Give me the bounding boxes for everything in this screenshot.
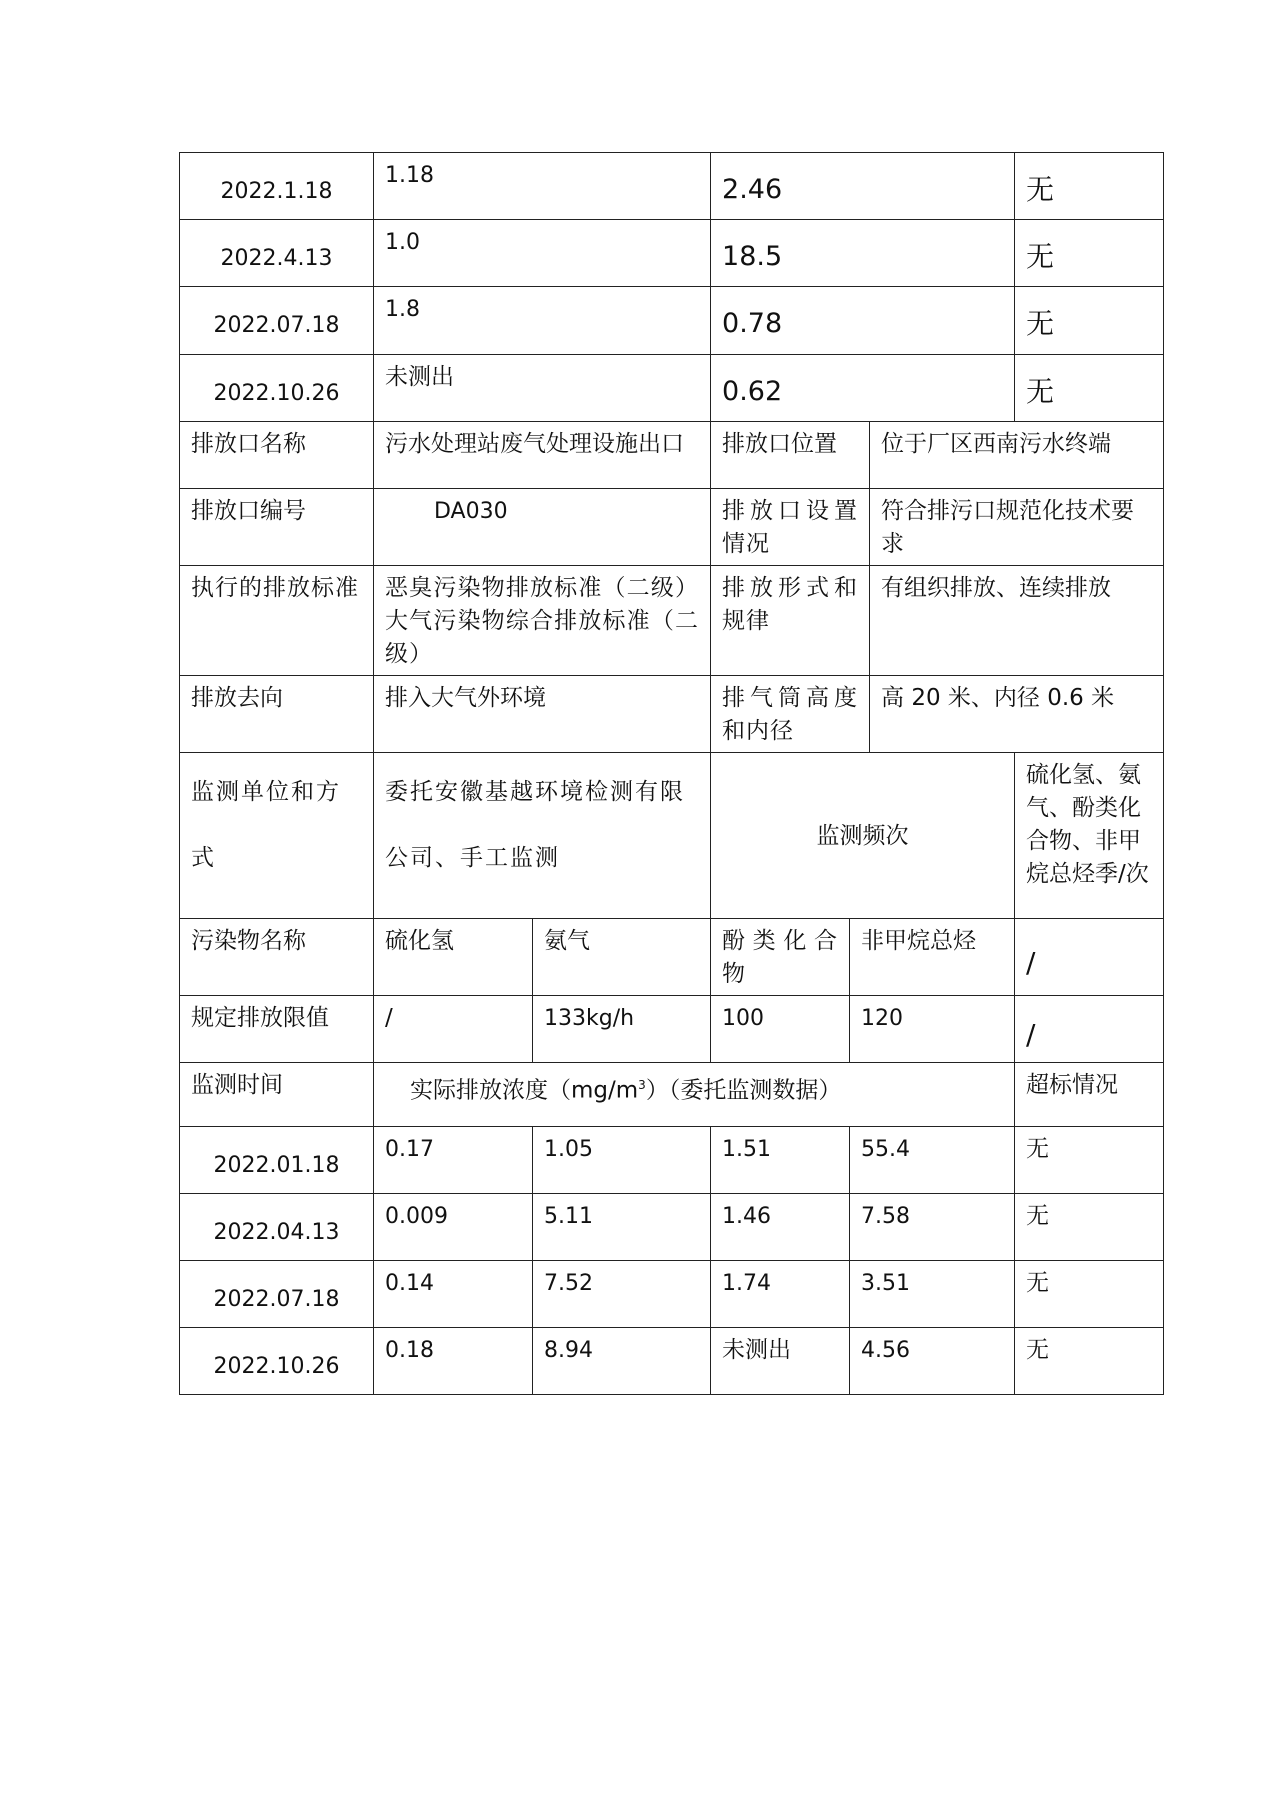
discharge-form-label: 排放形式和规律 [711, 566, 870, 676]
value-cell: 4.56 [850, 1328, 1015, 1395]
status-cell: 无 [1015, 220, 1164, 287]
value-cell: 1.51 [711, 1127, 850, 1194]
limit-value: / [374, 996, 533, 1063]
table-row [180, 753, 1164, 919]
table-row [180, 153, 1164, 220]
pollutant-label: 污染物名称 [180, 919, 374, 996]
pollutant-name: 硫化氢 [374, 919, 533, 996]
table-row [180, 1127, 1164, 1194]
table-row [180, 566, 1164, 676]
concentration-label-b: ）（委托监测数据） [645, 1077, 842, 1104]
concentration-label [374, 1063, 1015, 1127]
date-cell: 2022.10.26 [180, 355, 374, 422]
value-cell: 0.009 [374, 1194, 533, 1261]
date-cell: 2022.10.26 [180, 1328, 374, 1395]
table-row [180, 355, 1164, 422]
status-cell: 无 [1015, 355, 1164, 422]
table-row [180, 1063, 1164, 1127]
status-cell: 无 [1015, 1261, 1164, 1328]
value-cell: 55.4 [850, 1127, 1015, 1194]
concentration-sup: 3 [638, 1078, 646, 1092]
value-cell: 3.51 [850, 1261, 1015, 1328]
limit-extra: / [1015, 996, 1164, 1063]
date-cell: 2022.01.18 [180, 1127, 374, 1194]
status-cell: 无 [1015, 153, 1164, 220]
outlet-name-label: 排放口名称 [180, 422, 374, 489]
value-cell: 1.46 [711, 1194, 850, 1261]
value-cell: 0.18 [374, 1328, 533, 1395]
value-cell: 1.18 [374, 153, 711, 220]
standard-label: 执行的排放标准 [180, 566, 374, 676]
limit-value: 100 [711, 996, 850, 1063]
value-cell: 8.94 [533, 1328, 711, 1395]
monitor-unit-label: 监测单位和方式 [180, 753, 374, 919]
table-row [180, 919, 1164, 996]
table-row [180, 489, 1164, 566]
value-cell: 0.17 [374, 1127, 533, 1194]
stack-label: 排气筒高度和内径 [711, 676, 870, 753]
table-row [180, 1261, 1164, 1328]
frequency: 硫化氢、氨气、酚类化合物、非甲烷总烃季/次 [1015, 753, 1164, 919]
value-cell: 5.11 [533, 1194, 711, 1261]
value-cell: 未测出 [711, 1328, 850, 1395]
value-cell: 1.05 [533, 1127, 711, 1194]
limit-value: 133kg/h [533, 996, 711, 1063]
table-row [180, 996, 1164, 1063]
value-cell: 1.8 [374, 287, 711, 355]
table-row [180, 287, 1164, 355]
date-cell: 2022.4.13 [180, 220, 374, 287]
pollutant-name: 非甲烷总烃 [850, 919, 1015, 996]
pollutant-extra: / [1015, 919, 1164, 996]
table-row [180, 1328, 1164, 1395]
limit-label: 规定排放限值 [180, 996, 374, 1063]
value-cell: 1.0 [374, 220, 711, 287]
date-cell: 2022.07.18 [180, 287, 374, 355]
standard: 恶臭污染物排放标准（二级）大气污染物综合排放标准（二级） [374, 566, 711, 676]
outlet-code: DA030 [374, 489, 711, 566]
outlet-name: 污水处理站废气处理设施出口 [374, 422, 711, 489]
stack: 高 20 米、内径 0.6 米 [870, 676, 1164, 753]
value-cell: 未测出 [374, 355, 711, 422]
value-cell: 1.74 [711, 1261, 850, 1328]
outlet-setting-label: 排放口设置情况 [711, 489, 870, 566]
value-cell: 0.62 [711, 355, 1015, 422]
outlet-setting: 符合排污口规范化技术要求 [870, 489, 1164, 566]
value-cell: 0.78 [711, 287, 1015, 355]
value-cell: 2.46 [711, 153, 1015, 220]
emission-table [179, 152, 1164, 1395]
outlet-location-label: 排放口位置 [711, 422, 870, 489]
pollutant-name: 氨气 [533, 919, 711, 996]
direction-label: 排放去向 [180, 676, 374, 753]
table-row [180, 676, 1164, 753]
discharge-form: 有组织排放、连续排放 [870, 566, 1164, 676]
date-cell: 2022.1.18 [180, 153, 374, 220]
value-cell: 0.14 [374, 1261, 533, 1328]
monitor-time-label: 监测时间 [180, 1063, 374, 1127]
status-cell: 无 [1015, 287, 1164, 355]
direction: 排入大气外环境 [374, 676, 711, 753]
value-cell: 7.52 [533, 1261, 711, 1328]
concentration-label-a: 实际排放浓度（mg/m [410, 1077, 639, 1104]
outlet-code-label: 排放口编号 [180, 489, 374, 566]
date-cell: 2022.04.13 [180, 1194, 374, 1261]
value-cell: 7.58 [850, 1194, 1015, 1261]
exceed-label: 超标情况 [1015, 1063, 1164, 1127]
pollutant-name: 酚类化合物 [711, 919, 850, 996]
status-cell: 无 [1015, 1194, 1164, 1261]
table-row [180, 422, 1164, 489]
status-cell: 无 [1015, 1328, 1164, 1395]
monitor-unit: 委托安徽基越环境检测有限公司、手工监测 [374, 753, 711, 919]
limit-value: 120 [850, 996, 1015, 1063]
status-cell: 无 [1015, 1127, 1164, 1194]
value-cell: 18.5 [711, 220, 1015, 287]
date-cell: 2022.07.18 [180, 1261, 374, 1328]
outlet-location: 位于厂区西南污水终端 [870, 422, 1164, 489]
frequency-label: 监测频次 [711, 753, 1015, 919]
table-row [180, 220, 1164, 287]
table-row [180, 1194, 1164, 1261]
